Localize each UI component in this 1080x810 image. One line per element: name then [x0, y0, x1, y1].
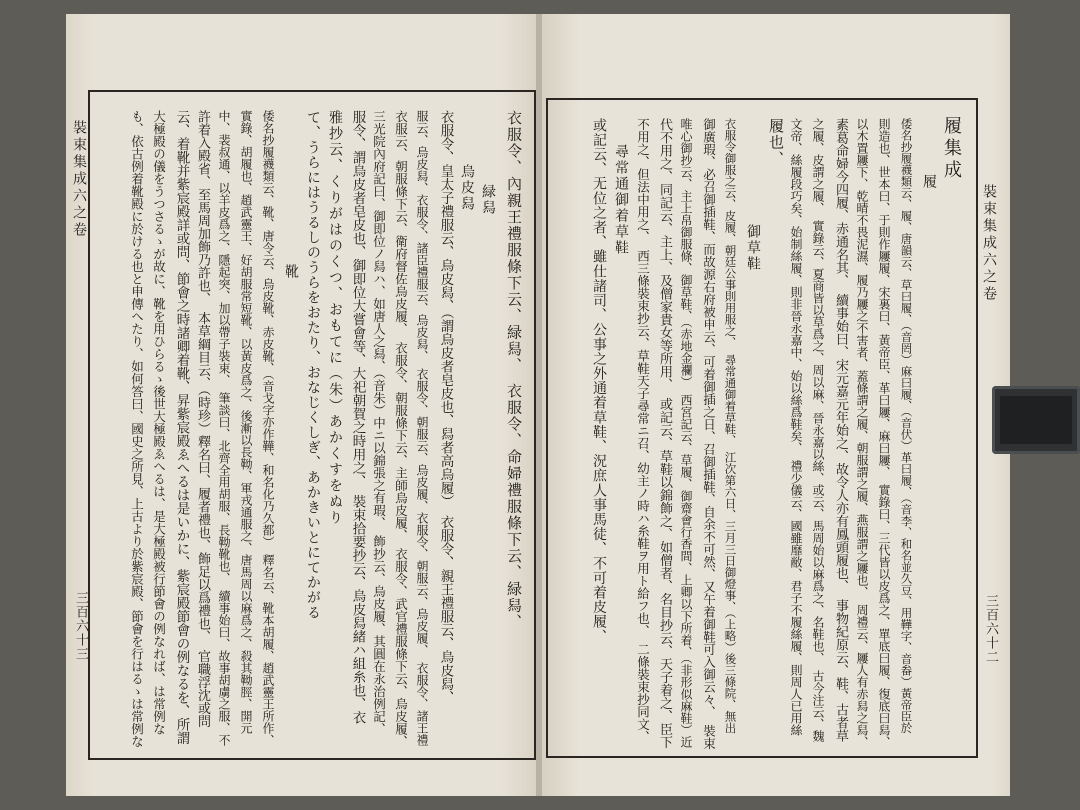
text-column: 唯心御抄云、主上帛御服條、御草鞋、（赤地金襴） 西宮記云、草履、御齋會行香間、上卿以下所着、（非形似麻鞋）近 [679, 118, 693, 748]
text-column: 衣服令、內親王禮服條下云、緑舄、 衣服令、命婦禮服條下云、緑舄、 [505, 110, 523, 631]
section-heading: 緑舄 [480, 184, 496, 216]
text-column: 大極殿の儀をうつさるゝが故に、靴を用ひらるゝ後世大極殿ゑへるは、是大極殿被行節會の例なれば、は常例な [151, 110, 167, 735]
section-heading: 尋常通御着草鞋 [613, 144, 629, 256]
text-column: 三光院內府記曰、御即位ノ舄ハ、如唐人之舄、（音朱）中ニ以錦張之有瑕、 飾抄云、烏皮履、其圓在永治例記、 [371, 110, 387, 735]
left-page [66, 14, 538, 796]
text-column: も、依古例着靴殿に於ける也と申傳へたり、如何答曰、國史之所見、上古より於紫宸殿、節會を行はるゝは常例な [129, 110, 145, 748]
text-column: 履也、 [767, 118, 785, 168]
section-heading: 靴 [283, 264, 299, 280]
text-column: 文帝、絲履段巧矣、始制絲履、則非晉永嘉中、始以絲爲鞋矣、 禮少儀云、國雖靡敝、君子不履絲履、則周人已用絲 [789, 118, 803, 736]
text-column: て、うらにはうるしのうらをおたり、おなじくしぎ、あかきいとにてかがる [305, 110, 321, 620]
text-column: 云、着靴并紫宸殿詳或問、節會之時諸卿着靴、昇紫宸殿ゑへるは是いかに、紫宸殿節會の例なるを、所謂 [173, 110, 190, 745]
section-heading: 履 [921, 174, 937, 190]
text-column: 倭名抄履襪類云、靴、唐令云、烏皮靴、赤皮靴、（音戈字亦作鞾、和名化乃久都） 釋名云、靴本胡履、趙武靈王所作、 [261, 110, 275, 746]
text-column: 中、裴叔通、以羊皮爲之、隱起突、加以帶子裝束、 筆談曰、北齊全用胡服、長靿靴也、 續事始曰、故事胡虜之服、不 [217, 110, 231, 746]
text-column: 許着入殿省、至馬周加飾乃許也、 本草綱目云、（時珍）釋名曰、履者禮也、飾足以爲禮也、 官職浮沈或問 [195, 110, 210, 728]
text-column: 以木置屨下、乾晴不畏泥濕、履乃屨之不害者、蓋條謂之履、朝服謂之履、燕服謂之屨也、 周禮云、屨人有赤舄之舄、 [855, 118, 869, 748]
left-margin-title: 裝束集成六之卷 [71, 120, 87, 239]
text-column: 御廣瑕、必召御插鞋、而故源右府被申云、可着御插之日、召御插鞋、自余不可然、又午着御鞋可入御云々、 裝束 [701, 118, 717, 750]
text-column: 服令、謂烏皮者皂皮也、御即位大嘗會等、大祀朝賀之時用之、 裝束拾要抄云、烏皮舄緒ハ組糸也、衣 [349, 110, 366, 725]
text-column: 雅抄云、くりがはのくつ、おもてに（朱）あかくすをぬり [327, 110, 343, 526]
text-column: 不用之、但法中用之、 西三條裝束抄云、草鞋天子尋常ニ召、幼主ノ時ハ糸鞋ヲ用ト給フ也、 二條裝束抄同文、 [635, 118, 651, 743]
text-column: 則造也、世本曰、于則作屨履、宋裏曰、黃帝臣、革曰屨、麻曰屨、 實錄曰、三代皆以皮爲之、單底曰履、復底曰舄、 [877, 118, 891, 748]
page-title: 履集成 [941, 116, 962, 182]
section-heading: 烏皮舄 [459, 164, 475, 212]
binding-clip [992, 386, 1080, 454]
text-column: 衣服令御服之云、皮履、朝廷公事則用服之、 尋常通御着草鞋、 江次第六日、三月三日御燈事、（上略）後三條院、無出 [723, 118, 738, 734]
text-column: 衣服云、朝服條下云、衛府督佐烏皮履、 衣服令、朝服條下云、主師烏皮履、 衣服令、武官禮服條下云、烏皮履、 [393, 110, 409, 748]
binding-clip-inner [1000, 396, 1072, 444]
right-page [542, 14, 1010, 796]
left-page-number: 三百六十三 [73, 591, 88, 661]
text-column: 衣服令、皇太子禮服云、烏皮舄、（謂烏皮者皂皮也、舄者高烏履） 衣服令、親王禮服云、烏皮舄、 [437, 110, 454, 704]
text-column: 服云、烏皮舄、衣服令、諸臣禮服云、烏皮舄、 衣服令、朝服云、烏皮履、衣服令、朝服云、烏皮履、 衣服令、諸王禮 [415, 110, 429, 746]
text-column: 或記云、无位之者、雖仕諸司、公事之外通着草鞋、況庶人事馬徒、不可着皮履、 [591, 118, 607, 644]
text-column: 代不用之、同記云、主上、及僧家貴女等所用、 或記云、草鞋以錦飾之、如僧者、名目抄云、天子着之、臣下 [657, 118, 672, 749]
text-column: 倭名抄履襪類云、履、唐韻云、草曰履、（音罔）麻曰履、（音伏）革曰履、（音李、和名並久豆、用鞾字、音畚）黃帝臣於 [899, 118, 914, 734]
text-column: 素葛命婦今四履、赤通名其、 續事始曰、宋元嘉元年始之、故令人亦有鳳頭履也、 事物紀原云、鞋、古者草 [833, 118, 848, 742]
right-margin-title: 裝束集成六之卷 [981, 184, 997, 303]
right-page-number: 三百六十二 [983, 594, 998, 664]
section-heading: 御草鞋 [745, 224, 761, 272]
text-column: 實錄、胡履也、趙武靈王、好胡服常短靴、以黃皮爲之、後漸以長靿、軍戎通服之、唐馬周以麻爲之、殺其靿脛、開元 [239, 110, 253, 734]
text-column: 之履、皮謂之履、 實錄云、夏商皆以草爲之、周以麻、晉永嘉以絲、或云、馬周始以麻爲之、名鞋也、 古今注云、魏 [811, 118, 825, 742]
